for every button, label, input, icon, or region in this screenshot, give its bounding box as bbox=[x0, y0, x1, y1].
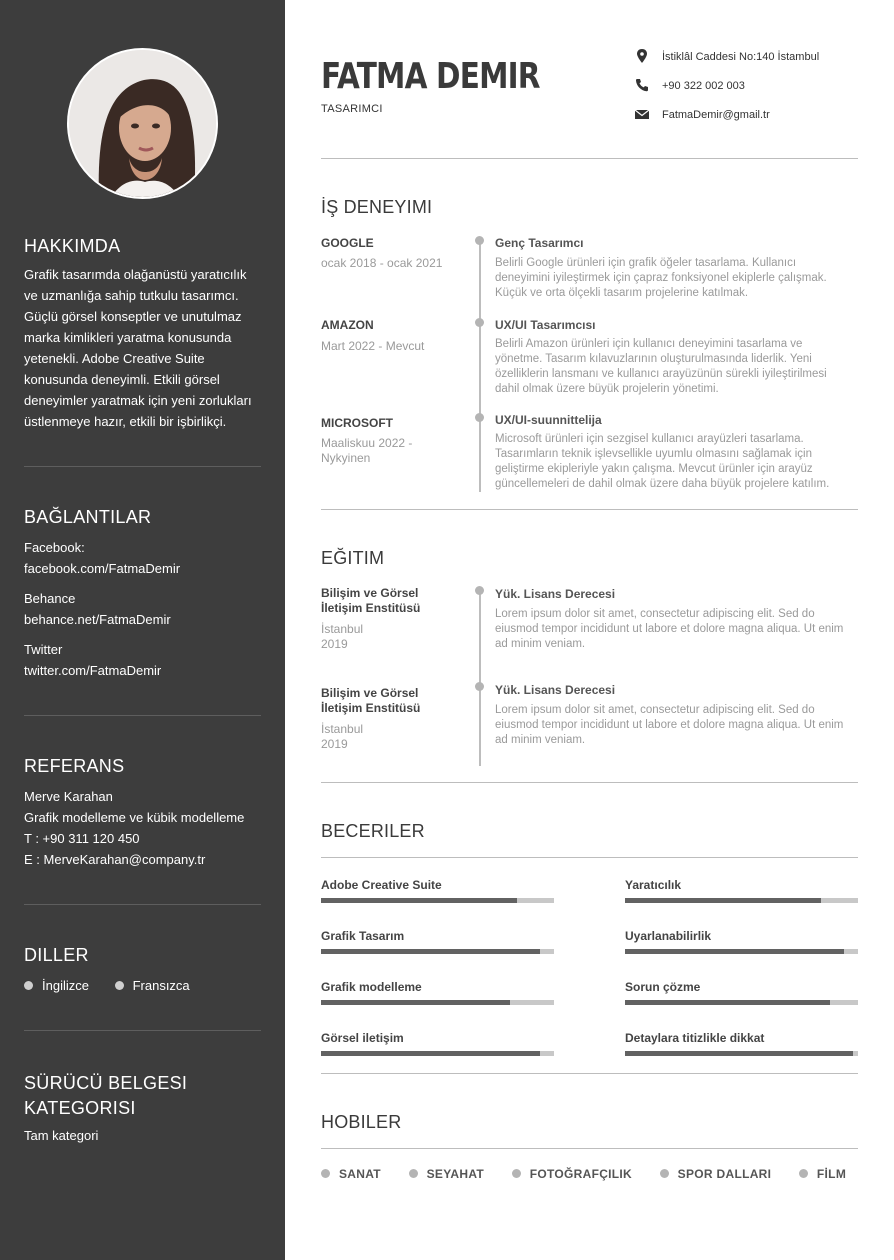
contact-email[interactable]: FatmaDemir@gmail.tr bbox=[634, 107, 770, 121]
skill-bar-fill bbox=[321, 1051, 540, 1056]
job-description: Microsoft ürünleri için sezgisel kullanıcı arayüzleri tasarlama. Tasarımların teknik işlevsellikle uyumlu olmasını sağlamak için geliştirme ekipleriyle yakın çalışma. Mevcut ürünler için arayüz güncellemeleri de dahil olmak üzere daha büyük projelere katılım. bbox=[495, 433, 830, 490]
reference-details bbox=[24, 786, 264, 870]
section-divider bbox=[321, 158, 858, 159]
experience-heading: İŞ DENEYIMI bbox=[321, 197, 433, 217]
hobby-item: FOTOĞRAFÇILIK bbox=[512, 1167, 632, 1181]
timeline-dot bbox=[475, 682, 484, 691]
hobby-item: SANAT bbox=[321, 1167, 381, 1181]
timeline-dot bbox=[475, 586, 484, 595]
reference-email[interactable]: E : MerveKarahan@company.tr bbox=[24, 852, 206, 867]
company-name: MICROSOFT bbox=[321, 416, 393, 430]
job-title: UX/UI-suunnittelija bbox=[495, 413, 602, 427]
skill-bar bbox=[321, 1000, 554, 1005]
envelope-icon bbox=[634, 107, 650, 121]
timeline-dot bbox=[475, 413, 484, 422]
skill-label: Uyarlanabilirlik bbox=[625, 929, 712, 943]
sidebar-divider bbox=[24, 466, 261, 467]
company-name: AMAZON bbox=[321, 318, 374, 332]
school-location: İstanbul 2019 bbox=[321, 722, 364, 751]
language-item: İngilizce bbox=[24, 978, 89, 993]
hobbies-list bbox=[321, 1167, 870, 1181]
section-divider bbox=[321, 1148, 858, 1149]
timeline-dot bbox=[475, 236, 484, 245]
skill-label: Grafik modelleme bbox=[321, 980, 422, 994]
hobby-item: SEYAHAT bbox=[409, 1167, 484, 1181]
license-value: Tam kategori bbox=[24, 1128, 99, 1143]
job-title: Genç Tasarımcı bbox=[495, 236, 584, 250]
bullet-icon bbox=[799, 1169, 808, 1178]
skill-bar bbox=[321, 1051, 554, 1056]
skill-label: Adobe Creative Suite bbox=[321, 878, 442, 892]
hobby-item: SPOR DALLARI bbox=[660, 1167, 772, 1181]
hobby-item: FİLM bbox=[799, 1167, 846, 1181]
skill-label: Grafik Tasarım bbox=[321, 929, 405, 943]
about-heading: HAKKIMDA bbox=[24, 236, 121, 256]
section-divider bbox=[321, 782, 858, 783]
job-title: UX/UI Tasarımcısı bbox=[495, 318, 596, 332]
skill-bar bbox=[625, 949, 858, 954]
skill-bar bbox=[321, 949, 554, 954]
skill-bar-fill bbox=[625, 1051, 853, 1056]
phone-icon bbox=[634, 78, 650, 92]
bullet-icon bbox=[512, 1169, 521, 1178]
company-name: GOOGLE bbox=[321, 236, 374, 250]
about-text: Grafik tasarımda olağanüstü yaratıcılık ve uzmanlığa sahip tutkulu tasarımcı. Güçlü görsel konseptler ve unutulmaz marka kimlikleri yaratma konusunda yetenekli. Adobe Creative Suite konusunda deneyimli. Etkili görsel deneyimler yaratmak için yeni zorlukları üstlenmeye hazır, etkili bir işbirlikçi. bbox=[24, 267, 252, 429]
skill-bar bbox=[321, 898, 554, 903]
skill-label: Yaratıcılık bbox=[625, 878, 682, 892]
sidebar-divider bbox=[24, 904, 261, 905]
timeline-dot bbox=[475, 318, 484, 327]
school-name: Bilişim ve Görsel İletişim Enstitüsü bbox=[321, 686, 421, 715]
education-timeline bbox=[479, 590, 481, 766]
job-dates: Maaliskuu 2022 - Nykyinen bbox=[321, 436, 413, 465]
sidebar bbox=[0, 0, 285, 1260]
degree-description: Lorem ipsum dolor sit amet, consectetur adipiscing elit. Sed do eiusmod tempor incididunt ut labore et dolore magna aliqua. Ut enim ad minim veniam. bbox=[495, 608, 844, 650]
bullet-icon bbox=[409, 1169, 418, 1178]
school-name: Bilişim ve Görsel İletişim Enstitüsü bbox=[321, 586, 421, 615]
contact-address: İstiklâl Caddesi No:140 İstambul bbox=[634, 49, 819, 63]
skill-label: Görsel iletişim bbox=[321, 1031, 404, 1045]
profile-photo bbox=[67, 48, 218, 199]
section-divider bbox=[321, 509, 858, 510]
experience-timeline bbox=[479, 240, 481, 492]
school-location: İstanbul 2019 bbox=[321, 622, 364, 651]
degree-title: Yük. Lisans Derecesi bbox=[495, 587, 616, 601]
license-heading: SÜRÜCÜ BELGESI KATEGORISI bbox=[24, 1073, 188, 1118]
reference-name: Merve Karahan bbox=[24, 789, 113, 804]
degree-description: Lorem ipsum dolor sit amet, consectetur adipiscing elit. Sed do eiusmod tempor incididunt ut labore et dolore magna aliqua. Ut enim ad minim veniam. bbox=[495, 704, 844, 746]
skill-bar bbox=[625, 1051, 858, 1056]
link-twitter[interactable]: Twitter twitter.com/FatmaDemir bbox=[24, 642, 162, 678]
sidebar-divider bbox=[24, 715, 261, 716]
skills-heading: BECERILER bbox=[321, 821, 425, 841]
sidebar-divider bbox=[24, 1030, 261, 1031]
bullet-icon bbox=[115, 981, 124, 990]
reference-phone: T : +90 311 120 450 bbox=[24, 831, 140, 846]
job-description: Belirli Amazon ürünleri için kullanıcı deneyimini tasarlama ve yönetme. Tasarım kılavuzlarının oluşturulmasında liderlik. Yeni özelliklerin lansmanı ve kullanıcı arayüzünün sürekli iyileştirilmesi dahil olmak üzere büyük projelerin yönetimi. bbox=[495, 338, 827, 395]
contact-phone: +90 322 002 003 bbox=[634, 78, 745, 92]
link-behance[interactable]: Behance behance.net/FatmaDemir bbox=[24, 591, 171, 627]
skill-bar bbox=[625, 898, 858, 903]
language-item: Fransızca bbox=[115, 978, 190, 993]
skill-label: Detaylara titizlikle dikkat bbox=[625, 1031, 765, 1045]
links-heading: BAĞLANTILAR bbox=[24, 507, 152, 527]
skill-bar-fill bbox=[321, 949, 540, 954]
reference-title: Grafik modelleme ve kübik modelleme bbox=[24, 810, 245, 825]
skill-label: Sorun çözme bbox=[625, 980, 701, 994]
full-name: FATMA DEMIR bbox=[321, 56, 540, 97]
job-role: TASARIMCI bbox=[321, 103, 383, 115]
bullet-icon bbox=[660, 1169, 669, 1178]
hobbies-heading: HOBILER bbox=[321, 1112, 402, 1132]
reference-heading: REFERANS bbox=[24, 756, 125, 776]
education-heading: EĞITIM bbox=[321, 548, 385, 568]
languages-list bbox=[24, 975, 264, 996]
degree-title: Yük. Lisans Derecesi bbox=[495, 683, 616, 697]
bullet-icon bbox=[321, 1169, 330, 1178]
skill-bar bbox=[625, 1000, 858, 1005]
skill-bar-fill bbox=[321, 898, 517, 903]
section-divider bbox=[321, 1073, 858, 1074]
section-divider bbox=[321, 857, 858, 858]
languages-heading: DILLER bbox=[24, 945, 89, 965]
job-description: Belirli Google ürünleri için grafik öğeler tasarlama. Kullanıcı deneyimini iyileştirmek için çapraz fonksiyonel ekiplerle çalışmak. Küçük ve orta ölçekli tasarım projelerine katılmak. bbox=[495, 257, 827, 299]
job-dates: ocak 2018 - ocak 2021 bbox=[321, 256, 443, 270]
job-dates: Mart 2022 - Mevcut bbox=[321, 339, 425, 353]
bullet-icon bbox=[24, 981, 33, 990]
skill-bar-fill bbox=[625, 898, 821, 903]
link-facebook[interactable]: Facebook: facebook.com/FatmaDemir bbox=[24, 540, 181, 576]
skill-bar-fill bbox=[321, 1000, 510, 1005]
skill-bar-fill bbox=[625, 1000, 830, 1005]
location-pin-icon bbox=[634, 49, 650, 63]
skill-bar-fill bbox=[625, 949, 844, 954]
